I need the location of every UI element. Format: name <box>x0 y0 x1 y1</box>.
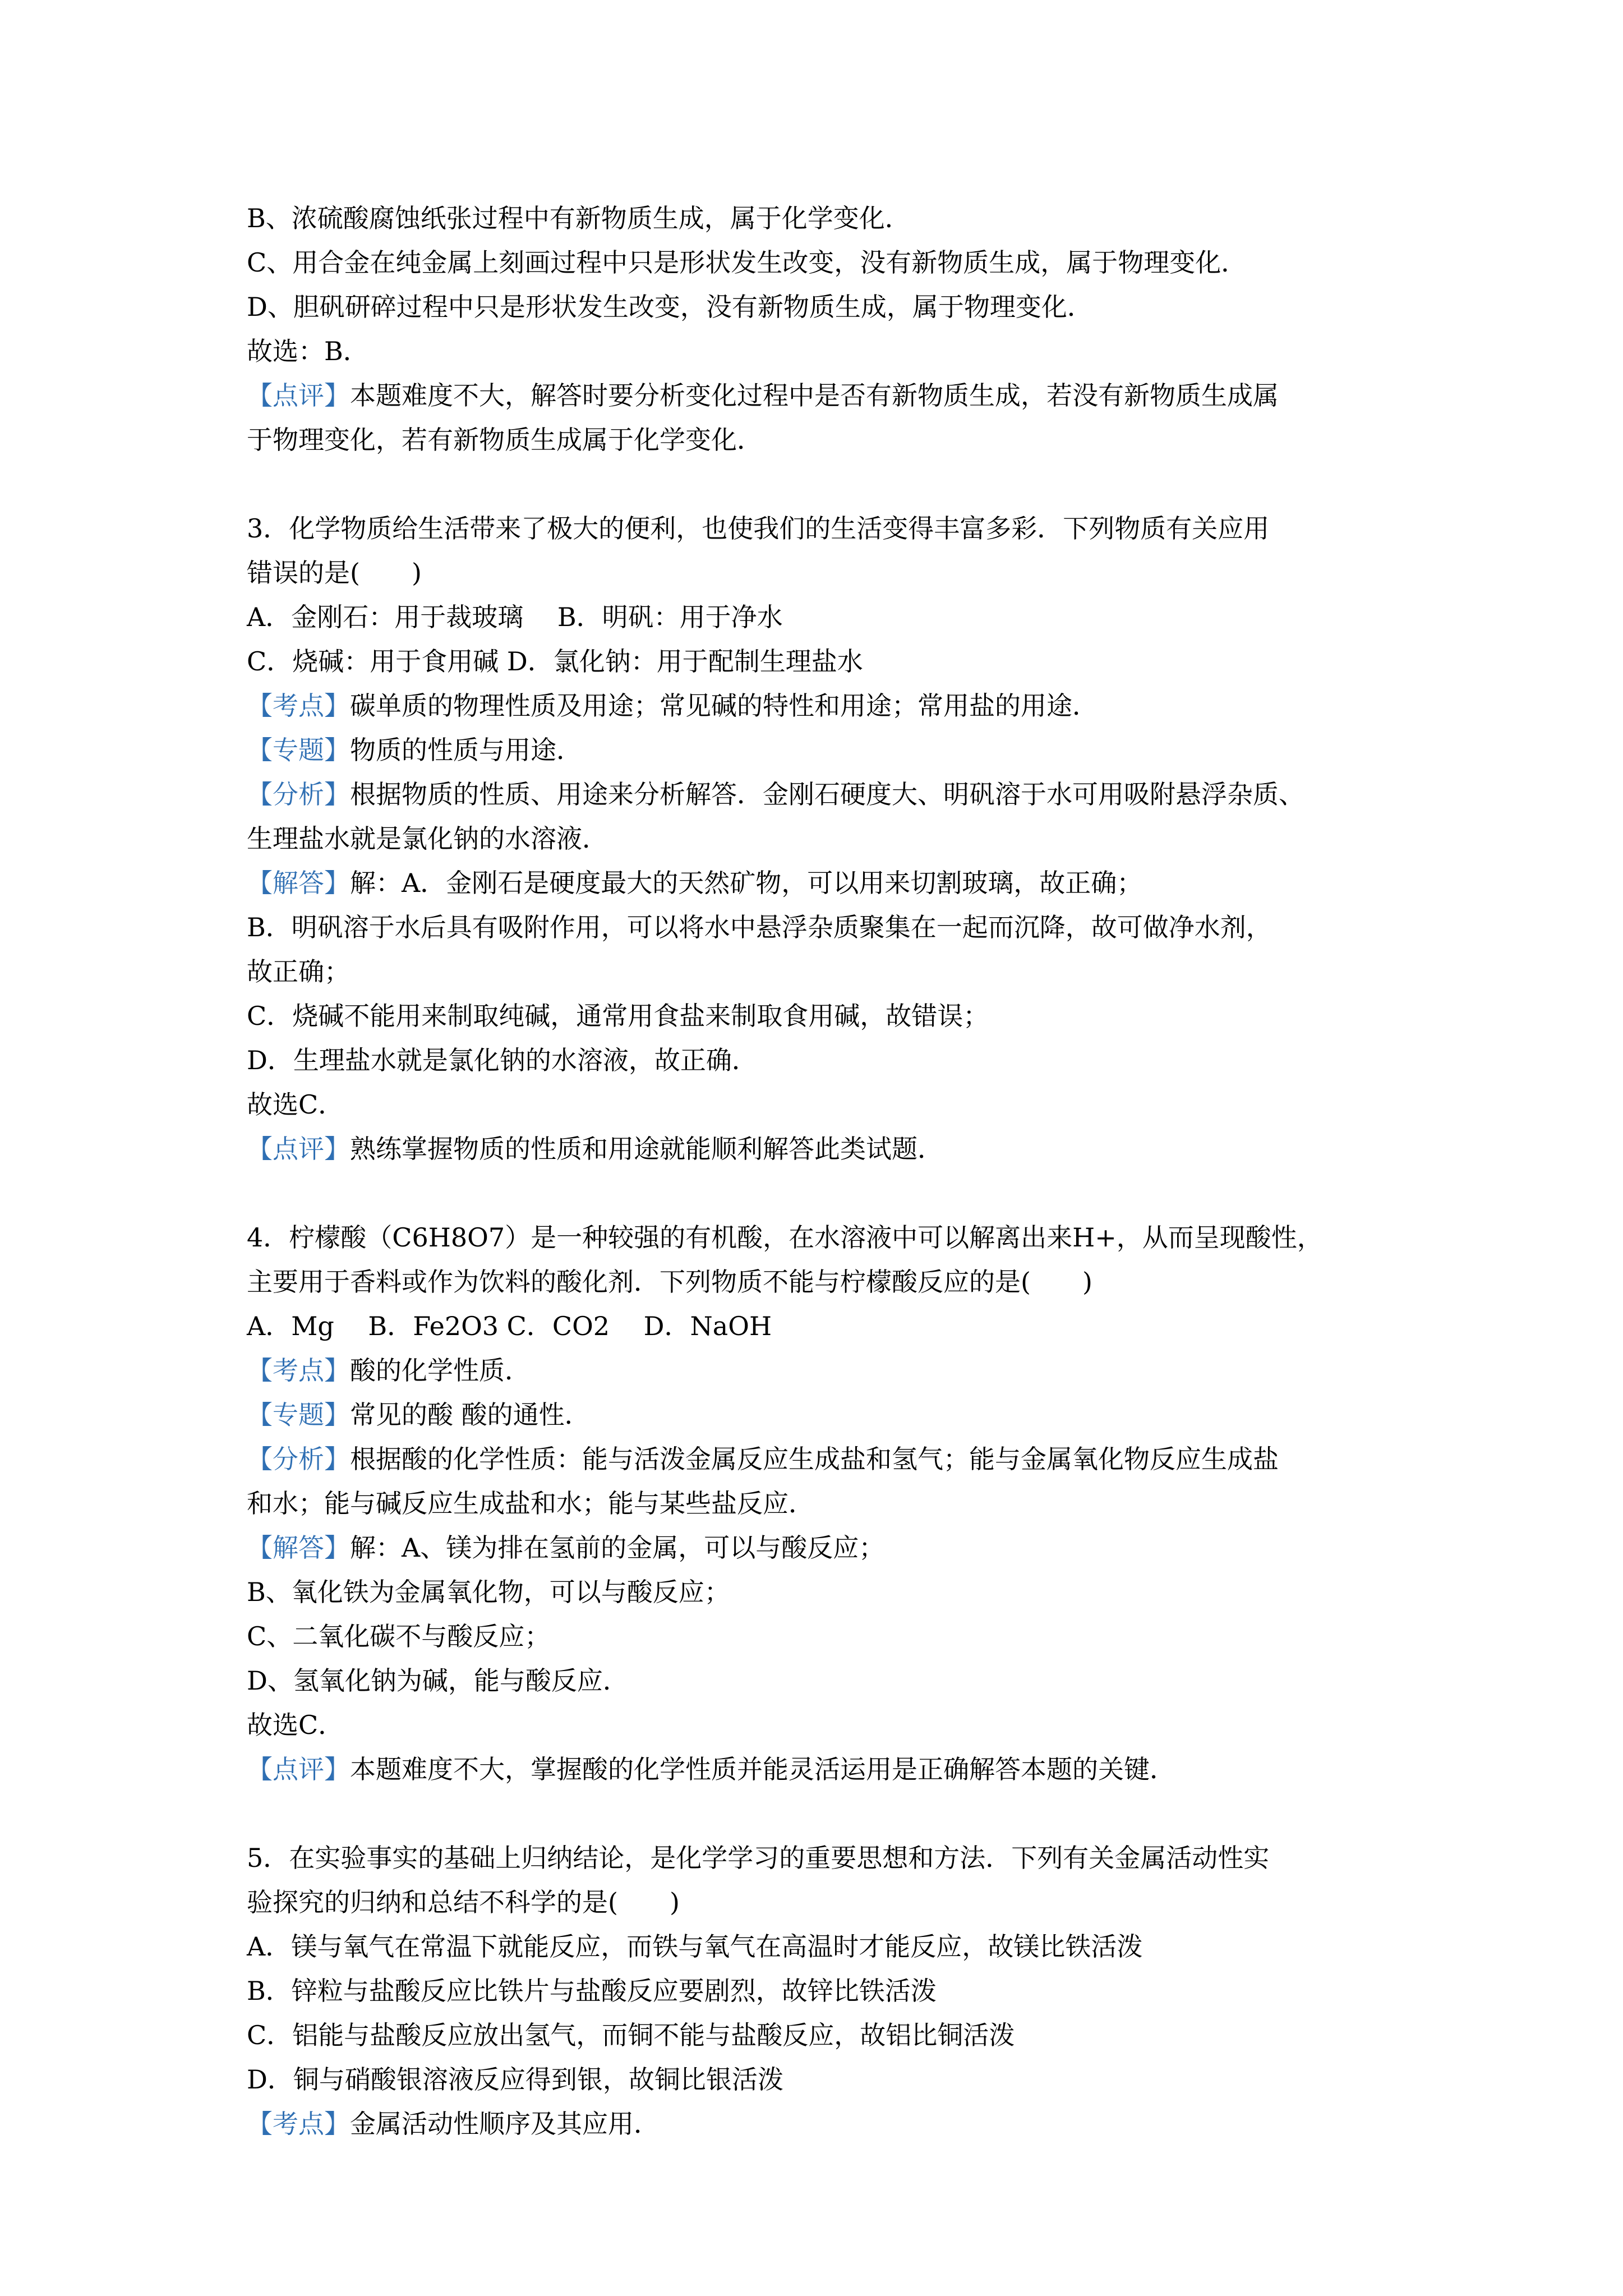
text-line <box>247 1659 1441 1703</box>
line-text: B．明矾溶于水后具有吸附作用，可以将水中悬浮杂质聚集在一起而沉降，故可做净水剂， <box>247 912 1272 942</box>
line-text: C．烧碱不能用来制取纯碱，通常用食盐来制取食用碱，故错误； <box>247 1001 989 1031</box>
text-line <box>247 1304 1441 1349</box>
section-tag: 【专题】 <box>247 1400 350 1430</box>
line-text: 4．柠檬酸（C6H8O7）是一种较强的有机酸，在水溶液中可以解离出来H+，从而呈现酸性， <box>247 1222 1323 1253</box>
line-text: B．锌粒与盐酸反应比铁片与盐酸反应要剧烈，故锌比铁活泼 <box>247 1976 937 2006</box>
text-line <box>247 2058 1441 2102</box>
text-line <box>247 551 1441 595</box>
section-tag: 【解答】 <box>247 1533 350 1563</box>
section-tag: 【考点】 <box>247 2109 350 2139</box>
text-line <box>247 1437 1441 1481</box>
section-tag: 【分析】 <box>247 1444 350 1474</box>
line-text: C、二氧化碳不与酸反应； <box>247 1621 551 1651</box>
text-line <box>247 595 1441 639</box>
text-line <box>247 507 1441 551</box>
text-line <box>247 418 1441 462</box>
text-line <box>247 196 1441 241</box>
text-line <box>247 1216 1441 1260</box>
text-line <box>247 1614 1441 1659</box>
line-text: 故选C． <box>247 1089 344 1120</box>
line-text: 故选C． <box>247 1710 344 1740</box>
line-text: 本题难度不大，掌握酸的化学性质并能灵活运用是正确解答本题的关键． <box>350 1754 1175 1784</box>
line-text: 金属活动性顺序及其应用． <box>350 2109 660 2139</box>
line-text: 和水；能与碱反应生成盐和水；能与某些盐反应． <box>247 1488 814 1519</box>
line-text: 错误的是( ) <box>247 558 422 588</box>
line-text: 物质的性质与用途． <box>350 735 582 765</box>
text-line <box>247 241 1441 285</box>
line-text: 生理盐水就是氯化钠的水溶液． <box>247 823 608 854</box>
text-line <box>247 1747 1441 1792</box>
text-line <box>247 1481 1441 1526</box>
section-tag: 【点评】 <box>247 380 350 411</box>
text-line <box>247 1880 1441 1925</box>
text-line <box>247 1925 1441 1969</box>
section-tag: 【点评】 <box>247 1754 350 1784</box>
line-text: A．镁与氧气在常温下就能反应，而铁与氧气在高温时才能反应，故镁比铁活泼 <box>247 1931 1143 1962</box>
line-text: 根据物质的性质、用途来分析解答．金刚石硬度大、明矾溶于水可用吸附悬浮杂质、 <box>350 779 1304 809</box>
text-line <box>247 639 1441 684</box>
line-text: D．铜与硝酸银溶液反应得到银，故铜比银活泼 <box>247 2064 783 2095</box>
text-line <box>247 1127 1441 1171</box>
line-text: 故选：B． <box>247 336 369 366</box>
line-text: 解：A．金刚石是硬度最大的天然矿物，可以用来切割玻璃，故正确； <box>350 868 1143 898</box>
paragraph-gap <box>247 462 1441 507</box>
line-text: 熟练掌握物质的性质和用途就能顺利解答此类试题． <box>350 1134 943 1164</box>
text-line <box>247 285 1441 329</box>
text-line <box>247 861 1441 905</box>
line-text: B、浓硫酸腐蚀纸张过程中有新物质生成，属于化学变化． <box>247 203 911 233</box>
line-text: 酸的化学性质． <box>350 1355 531 1386</box>
paragraph-gap <box>247 1792 1441 1836</box>
text-line <box>247 1703 1441 1747</box>
line-text: C．铝能与盐酸反应放出氢气，而铜不能与盐酸反应，故铝比铜活泼 <box>247 2020 1015 2050</box>
text-line <box>247 684 1441 728</box>
text-line <box>247 728 1441 772</box>
text-line <box>247 1038 1441 1083</box>
text-line <box>247 950 1441 994</box>
paragraph-gap <box>247 1171 1441 1216</box>
text-line <box>247 1260 1441 1304</box>
line-text: 常见的酸 酸的通性． <box>350 1400 591 1430</box>
text-line <box>247 817 1441 861</box>
line-text: A．Mg B．Fe2O3 C．CO2 D．NaOH <box>247 1311 772 1341</box>
text-line <box>247 374 1441 418</box>
line-text: A．金刚石：用于裁玻璃 B．明矾：用于净水 <box>247 602 783 632</box>
line-text: 碳单质的物理性质及用途；常见碱的特性和用途；常用盐的用途． <box>350 691 1098 721</box>
line-text: 本题难度不大，解答时要分析变化过程中是否有新物质生成，若没有新物质生成属 <box>350 380 1279 411</box>
text-line <box>247 905 1441 950</box>
line-text: D、氢氧化钠为碱，能与酸反应． <box>247 1665 629 1696</box>
text-line <box>247 772 1441 817</box>
text-line <box>247 994 1441 1038</box>
text-line <box>247 1393 1441 1437</box>
text-line <box>247 1570 1441 1614</box>
line-text: C、用合金在纯金属上刻画过程中只是形状发生改变，没有新物质生成，属于物理变化． <box>247 247 1247 278</box>
text-line <box>247 329 1441 374</box>
section-tag: 【分析】 <box>247 779 350 809</box>
text-line <box>247 2013 1441 2058</box>
text-line <box>247 1969 1441 2013</box>
text-line <box>247 1836 1441 1880</box>
section-tag: 【解答】 <box>247 868 350 898</box>
line-text: 故正确； <box>247 956 350 987</box>
line-text: D．生理盐水就是氯化钠的水溶液，故正确． <box>247 1045 758 1075</box>
line-text: 3．化学物质给生活带来了极大的便利，也使我们的生活变得丰富多彩．下列物质有关应用 <box>247 513 1270 544</box>
line-text: 5．在实验事实的基础上归纳结论，是化学学习的重要思想和方法．下列有关金属活动性实 <box>247 1843 1270 1873</box>
line-text: C．烧碱：用于食用碱 D．氯化钠：用于配制生理盐水 <box>247 646 863 677</box>
line-text: 于物理变化，若有新物质生成属于化学变化． <box>247 425 763 455</box>
line-text: 验探究的归纳和总结不科学的是( ) <box>247 1887 680 1917</box>
section-tag: 【专题】 <box>247 735 350 765</box>
text-line <box>247 1349 1441 1393</box>
section-tag: 【点评】 <box>247 1134 350 1164</box>
section-tag: 【考点】 <box>247 691 350 721</box>
text-line <box>247 2102 1441 2146</box>
line-text: 根据酸的化学性质：能与活泼金属反应生成盐和氢气；能与金属氧化物反应生成盐 <box>350 1444 1279 1474</box>
line-text: 解：A、镁为排在氢前的金属，可以与酸反应； <box>350 1533 885 1563</box>
section-tag: 【考点】 <box>247 1355 350 1386</box>
document-content <box>247 196 1441 2146</box>
line-text: B、氧化铁为金属氧化物，可以与酸反应； <box>247 1577 730 1607</box>
line-text: D、胆矾研碎过程中只是形状发生改变，没有新物质生成，属于物理变化． <box>247 292 1093 322</box>
text-line <box>247 1083 1441 1127</box>
text-line <box>247 1526 1441 1570</box>
line-text: 主要用于香料或作为饮料的酸化剂．下列物质不能与柠檬酸反应的是( ) <box>247 1267 1092 1297</box>
